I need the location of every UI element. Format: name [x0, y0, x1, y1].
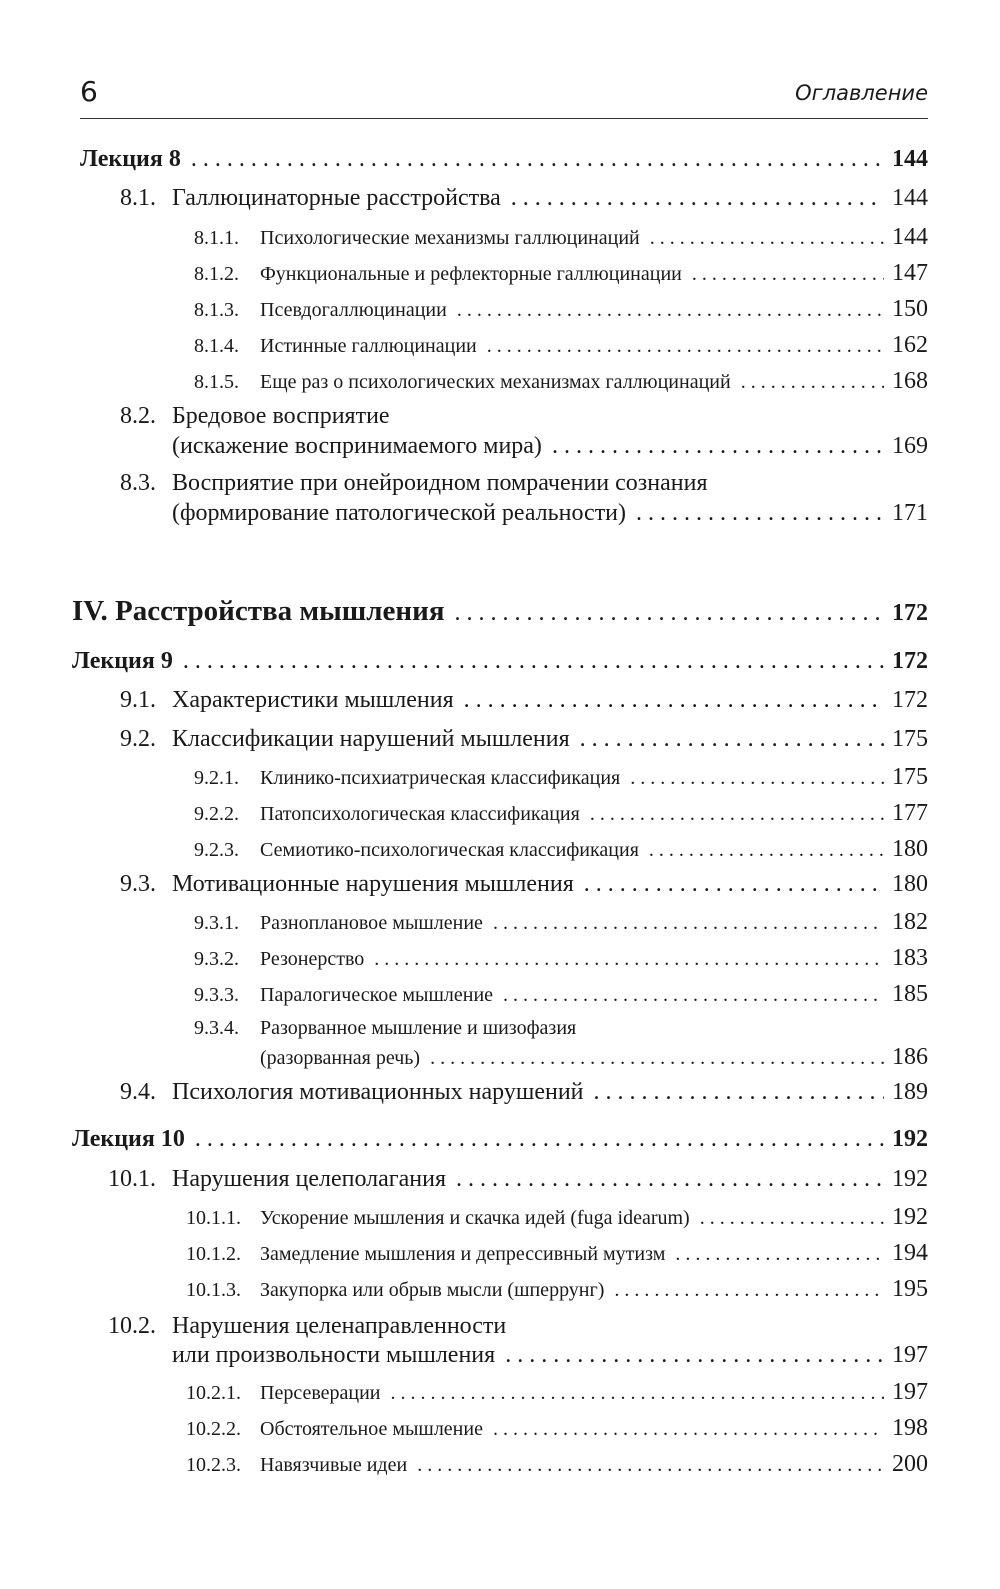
toc-entry-title: Замедление мышления и депрессивный мутизм	[260, 1243, 666, 1265]
toc-entry-page: 171	[892, 500, 928, 526]
toc-entry-10-1[interactable]	[108, 1166, 928, 1193]
dot-leader	[650, 227, 884, 250]
toc-entry-number: 10.1.1.	[186, 1207, 241, 1229]
dot-leader	[456, 1166, 884, 1193]
toc-entry-title-continued: (разорванная речь)	[260, 1047, 421, 1069]
toc-entry-9-2-3[interactable]	[194, 836, 928, 863]
toc-entry-number: 9.3.4.	[194, 1017, 239, 1039]
toc-entry-page: 177	[892, 800, 928, 826]
dot-leader	[741, 371, 884, 394]
toc-entry-title: Разорванное мышление и шизофазия	[260, 1017, 577, 1039]
dot-leader	[195, 1126, 884, 1153]
toc-entry-number: 10.1.3.	[186, 1279, 241, 1301]
dot-leader	[700, 1207, 884, 1230]
toc-entry-page: 144	[892, 146, 928, 172]
dot-leader	[493, 1418, 884, 1441]
toc-entry-8-1-2[interactable]	[194, 260, 928, 287]
toc-entry-title: Паралогическое мышление	[260, 984, 494, 1006]
toc-entry-title: Психология мотивационных нарушений	[172, 1079, 584, 1105]
toc-entry-page: 172	[892, 600, 928, 626]
dot-leader	[594, 1079, 884, 1106]
toc-entry-part-4[interactable]	[72, 595, 928, 628]
toc-entry-page: 175	[892, 764, 928, 790]
toc-entry-number: 9.2.2.	[194, 803, 239, 825]
toc-entry-9-2[interactable]	[120, 726, 928, 753]
dot-leader	[457, 299, 884, 322]
toc-entry-9-3-3[interactable]	[194, 981, 928, 1008]
toc-entry-9-3-1[interactable]	[194, 909, 928, 936]
running-title: Оглавление	[795, 81, 928, 105]
toc-entry-number: 9.4.	[120, 1079, 156, 1105]
toc-entry-title: Галлюцинаторные расстройства	[172, 185, 501, 211]
dot-leader	[374, 948, 884, 971]
toc-entry-title: Нарушения целеполагания	[172, 1166, 447, 1192]
toc-entry-title: IV. Расстройства мышления	[72, 595, 445, 627]
toc-entry-page: 197	[892, 1342, 928, 1368]
toc-entry-title: Функциональные и рефлекторные галлюцинации	[260, 263, 682, 285]
toc-entry-number: 8.1.3.	[194, 299, 239, 321]
toc-entry-page: 147	[892, 260, 928, 286]
toc-entry-10-2-3[interactable]	[186, 1451, 928, 1478]
dot-leader	[455, 600, 884, 627]
toc-entry-title-continued: (формирование патологической реальности)	[172, 500, 627, 526]
toc-entry-number: 8.1.	[120, 185, 156, 211]
toc-entry-lecture-8[interactable]	[80, 146, 928, 173]
toc-entry-title: Истинные галлюцинации	[260, 335, 477, 357]
toc-entry-9-2-2[interactable]	[194, 800, 928, 827]
dot-leader	[584, 871, 884, 898]
toc-entry-title: Клинико-психиатрическая классификация	[260, 767, 621, 789]
toc-entry-10-2-1[interactable]	[186, 1379, 928, 1406]
toc-entry-number: 8.1.2.	[194, 263, 239, 285]
toc-entry-title: Психологические механизмы галлюцинаций	[260, 227, 640, 249]
toc-entry-10-2-line1[interactable]	[108, 1313, 928, 1340]
toc-entry-title: Восприятие при онейроидном помрачении сознания	[172, 470, 708, 496]
dot-leader	[493, 912, 884, 935]
toc-entry-number: 9.3.3.	[194, 984, 239, 1006]
toc-entry-title: Мотивационные нарушения мышления	[172, 871, 574, 897]
toc-entry-title: Семиотико-психологическая классификация	[260, 839, 639, 861]
toc-entry-page: 192	[892, 1126, 928, 1152]
toc-entry-8-3-line1[interactable]	[120, 470, 928, 497]
toc-entry-page: 180	[892, 871, 928, 897]
toc-entry-lecture-10[interactable]	[72, 1126, 928, 1153]
dot-leader	[552, 433, 884, 460]
dot-leader	[590, 803, 884, 826]
toc-entry-title: Характеристики мышления	[172, 687, 454, 713]
toc-entry-number: 9.1.	[120, 687, 156, 713]
toc-entry-8-3-line2[interactable]	[120, 500, 928, 527]
toc-entry-page: 168	[892, 368, 928, 394]
dot-leader	[417, 1454, 884, 1477]
dot-leader	[505, 1342, 884, 1369]
toc-entry-8-2-line1[interactable]	[120, 403, 928, 430]
dot-leader	[464, 687, 884, 714]
toc-entry-page: 162	[892, 332, 928, 358]
toc-entry-9-1[interactable]	[120, 687, 928, 714]
toc-entry-title: Еще раз о психологических механизмах галлюцинаций	[260, 371, 731, 393]
toc-entry-page: 194	[892, 1240, 928, 1266]
toc-entry-page: 169	[892, 433, 928, 459]
dot-leader	[391, 1382, 884, 1405]
toc-entry-page: 195	[892, 1276, 928, 1302]
toc-entry-page: 198	[892, 1415, 928, 1441]
toc-entry-page: 180	[892, 836, 928, 862]
toc-entry-8-1-1[interactable]	[194, 224, 928, 251]
toc-entry-number: 8.1.1.	[194, 227, 239, 249]
dot-leader	[183, 648, 884, 675]
toc-entry-page: 189	[892, 1079, 928, 1105]
toc-entry-number: 10.1.	[108, 1166, 156, 1192]
toc-entry-title: Обстоятельное мышление	[260, 1418, 483, 1440]
toc-entry-page: 192	[892, 1166, 928, 1192]
toc-entry-9-3-4-line1[interactable]	[194, 1017, 928, 1040]
toc-entry-number: 9.2.3.	[194, 839, 239, 861]
toc-entry-page: 172	[892, 648, 928, 674]
toc-entry-number: 9.3.1.	[194, 912, 239, 934]
toc-entry-10-1-3[interactable]	[186, 1276, 928, 1303]
toc-entry-page: 182	[892, 909, 928, 935]
toc-entry-number: 8.1.5.	[194, 371, 239, 393]
toc-entry-number: 9.2.	[120, 726, 156, 752]
toc-entry-10-1-2[interactable]	[186, 1240, 928, 1267]
toc-entry-8-1[interactable]	[120, 185, 928, 212]
dot-leader	[614, 1279, 884, 1302]
toc-entry-number: 10.2.2.	[186, 1418, 241, 1440]
toc-entry-page: 172	[892, 687, 928, 713]
dot-leader	[692, 263, 884, 286]
dot-leader	[487, 335, 884, 358]
toc-entry-10-1-1[interactable]	[186, 1204, 928, 1231]
toc-entry-title: Патопсихологическая классификация	[260, 803, 580, 825]
toc-entry-page: 144	[892, 224, 928, 250]
toc-entry-page: 186	[892, 1044, 928, 1070]
toc-entry-number: 10.2.1.	[186, 1382, 241, 1404]
toc-entry-number: 8.3.	[120, 470, 156, 496]
running-header	[80, 72, 928, 119]
toc-entry-9-3-4-line2[interactable]	[194, 1044, 928, 1071]
dot-leader	[503, 984, 884, 1007]
toc-entry-page: 192	[892, 1204, 928, 1230]
toc-entry-9-3[interactable]	[120, 871, 928, 898]
dot-leader	[675, 1243, 884, 1266]
toc-entry-number: 8.1.4.	[194, 335, 239, 357]
toc-entry-9-2-1[interactable]	[194, 764, 928, 791]
toc-entry-title: Персеверации	[260, 1382, 381, 1404]
dot-leader	[430, 1047, 884, 1070]
toc-entry-page: 200	[892, 1451, 928, 1477]
toc-entry-lecture-9[interactable]	[72, 648, 928, 675]
dot-leader	[630, 767, 884, 790]
toc-entry-title: Ускорение мышления и скачка идей (fuga idearum)	[260, 1207, 690, 1229]
toc-entry-number: 8.2.	[120, 403, 156, 429]
toc-entry-number: 10.2.3.	[186, 1454, 241, 1476]
toc-entry-title: Нарушения целенаправленности	[172, 1313, 507, 1339]
dot-leader	[191, 146, 884, 173]
toc-entry-page: 183	[892, 945, 928, 971]
toc-entry-title: Закупорка или обрыв мысли (шперрунг)	[260, 1279, 605, 1301]
toc-entry-title: Бредовое восприятие	[172, 403, 390, 429]
dot-leader	[649, 839, 884, 862]
toc-entry-number: 10.2.	[108, 1313, 156, 1339]
toc-entry-10-2-2[interactable]	[186, 1415, 928, 1442]
toc-entry-8-1-4[interactable]	[194, 332, 928, 359]
toc-entry-page: 150	[892, 296, 928, 322]
toc-entry-9-4[interactable]	[120, 1079, 928, 1106]
toc-entry-page: 144	[892, 185, 928, 211]
toc-entry-title: Псевдогаллюцинации	[260, 299, 447, 321]
toc-entry-title: Лекция 9	[72, 648, 173, 674]
toc-entry-number: 9.3.	[120, 871, 156, 897]
toc-entry-10-2-line2[interactable]	[108, 1342, 928, 1369]
toc-entry-page: 175	[892, 726, 928, 752]
toc-entry-8-1-3[interactable]	[194, 296, 928, 323]
toc-entry-title: Разноплановое мышление	[260, 912, 483, 934]
toc-entry-title: Лекция 8	[80, 146, 181, 172]
toc-entry-number: 9.2.1.	[194, 767, 239, 789]
toc-entry-title: Лекция 10	[72, 1126, 185, 1152]
toc-entry-title: Резонерство	[260, 948, 365, 970]
dot-leader	[580, 726, 884, 753]
toc-entry-page: 197	[892, 1379, 928, 1405]
page-number: 6	[80, 75, 98, 108]
toc-entry-8-2-line2[interactable]	[120, 433, 928, 460]
toc-entry-title-continued: (искажение воспринимаемого мира)	[172, 433, 542, 459]
toc-entry-page: 185	[892, 981, 928, 1007]
toc-entry-number: 9.3.2.	[194, 948, 239, 970]
dot-leader	[511, 185, 884, 212]
toc-entry-number: 10.1.2.	[186, 1243, 241, 1265]
toc-entry-9-3-2[interactable]	[194, 945, 928, 972]
toc-entry-title-continued: или произвольности мышления	[172, 1342, 496, 1368]
toc-entry-8-1-5[interactable]	[194, 368, 928, 395]
dot-leader	[636, 500, 884, 527]
toc-entry-title: Классификации нарушений мышления	[172, 726, 570, 752]
toc-entry-title: Навязчивые идеи	[260, 1454, 408, 1476]
